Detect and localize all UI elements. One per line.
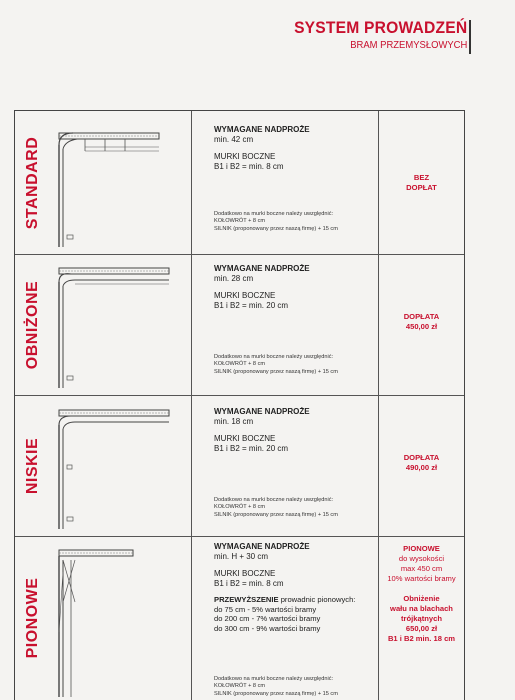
walls-heading: MURKI BOCZNE: [214, 569, 276, 578]
over-line: do 200 cm - 7% wartości bramy: [214, 614, 321, 624]
standard-guide-drawing: [45, 117, 185, 252]
low-guide-drawing: [45, 401, 185, 533]
extra-notes: Dodatkowo na murki boczne należy uwzględnić: KOŁOWRÓT + 8 cm SILNIK (proponowany przez naszą firmę) + 15 cm: [214, 211, 338, 232]
lintel-value: min. 42 cm: [214, 135, 254, 144]
requirements-cell: [192, 254, 379, 395]
walls-value: B1 i B2 = min. 8 cm: [214, 162, 284, 171]
price-line: BEZ: [413, 173, 430, 182]
walls-value: B1 i B2 = min. 8 cm: [214, 579, 284, 588]
drawing-cell: [15, 395, 192, 536]
lowered-guide-drawing: [45, 260, 185, 392]
lintel-heading: WYMAGANE NADPROŻE: [214, 407, 310, 416]
row-label: PIONOWE: [24, 577, 41, 659]
drawing-cell: [15, 111, 192, 254]
over-line: do 300 cm - 9% wartości bramy: [214, 623, 321, 633]
price-cell: [379, 254, 464, 395]
walls-heading: MURKI BOCZNE: [214, 291, 276, 300]
price-cell: [379, 536, 464, 700]
price-line: DOPŁAT: [406, 183, 437, 192]
extra-notes: Dodatkowo na murki boczne należy uwzględnić: KOŁOWRÓT + 8 cm SILNIK (proponowany przez naszą firmę) + 15 cm: [214, 497, 338, 518]
page-subtitle: BRAM PRZEMYSŁOWYCH: [349, 39, 467, 51]
row-pionowe: [15, 536, 464, 700]
price-line: DOPŁATA: [403, 312, 440, 321]
price-line: trójkątnych: [401, 614, 442, 623]
price-line: 490,00 zł: [405, 463, 438, 472]
walls-value: B1 i B2 = min. 20 cm: [214, 301, 289, 310]
price-cell: [379, 111, 464, 254]
lintel-value: min. 28 cm: [214, 274, 254, 283]
price-line: 650,00 zł: [405, 624, 438, 633]
page-header: [279, 18, 467, 51]
lintel-value: min. H + 30 cm: [214, 552, 269, 561]
price-line: do wysokości: [398, 554, 445, 563]
price-line: PIONOWE: [403, 544, 440, 553]
over-heading: PRZEWYŻSZENIE prowadnic pionowych:: [214, 595, 356, 604]
requirements-cell: [192, 111, 379, 254]
price-line: 450,00 zł: [405, 322, 438, 331]
row-label: OBNIŻONE: [24, 280, 41, 369]
row-niskie: [15, 395, 464, 537]
requirements-cell: [192, 536, 379, 700]
vertical-guide-drawing: [45, 542, 185, 700]
walls-value: B1 i B2 = min. 20 cm: [214, 444, 289, 453]
lintel-value: min. 18 cm: [214, 417, 254, 426]
lintel-heading: WYMAGANE NADPROŻE: [214, 542, 310, 551]
price-line: 10% wartości bramy: [387, 574, 456, 583]
header-divider: [469, 20, 471, 54]
guide-systems-table: [14, 110, 465, 700]
row-label: NISKIE: [24, 437, 41, 494]
price-line: Obniżenie: [403, 594, 440, 603]
row-standard: [15, 111, 464, 255]
extra-notes: Dodatkowo na murki boczne należy uwzględnić: KOŁOWRÓT + 8 cm SILNIK (proponowany przez naszą firmę) + 15 cm: [214, 354, 338, 375]
walls-heading: MURKI BOCZNE: [214, 434, 276, 443]
drawing-cell: [15, 536, 192, 700]
row-obnizone: [15, 254, 464, 396]
walls-heading: MURKI BOCZNE: [214, 152, 276, 161]
price-line: max 450 cm: [400, 564, 443, 573]
drawing-cell: [15, 254, 192, 395]
price-cell: [379, 395, 464, 536]
lintel-heading: WYMAGANE NADPROŻE: [214, 264, 310, 273]
row-label: STANDARD: [24, 136, 41, 229]
price-line: wału na blachach: [390, 604, 453, 613]
price-line: B1 i B2 min. 18 cm: [387, 634, 456, 643]
lintel-heading: WYMAGANE NADPROŻE: [214, 125, 310, 134]
over-line: do 75 cm - 5% wartości bramy: [214, 604, 317, 614]
price-line: DOPŁATA: [403, 453, 440, 462]
page-title: SYSTEM PROWADZEŃ: [293, 18, 467, 37]
requirements-cell: [192, 395, 379, 536]
extra-notes: Dodatkowo na murki boczne należy uwzględnić: KOŁOWRÓT + 8 cm SILNIK (proponowany przez naszą firmę) + 15 cm: [214, 676, 338, 697]
